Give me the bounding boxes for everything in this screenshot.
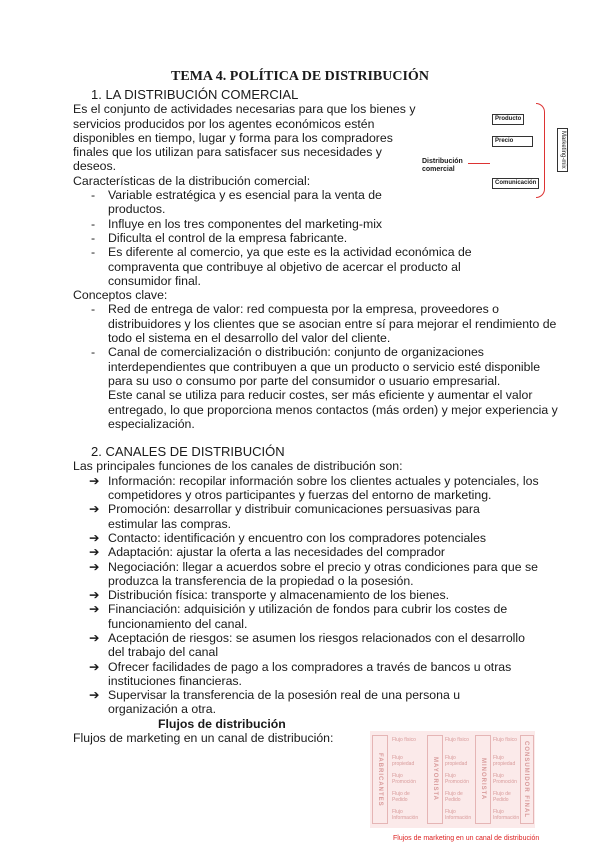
- section-1-heading: 1. LA DISTRIBUCIÓN COMERCIAL: [91, 87, 299, 102]
- marketing-flows-figure: [370, 731, 535, 828]
- flow-label: Flujo Promoción: [445, 773, 469, 785]
- flow-label: Flujo de Pedido: [493, 791, 511, 803]
- flow-label: Flujo físico: [493, 737, 517, 743]
- document-body: [73, 87, 558, 746]
- list-item: ➔ Información: recopilar información sobre los clientes actuales y potenciales, los competidores y otros participantes y fuerzas del entorno de marketing.: [73, 474, 543, 503]
- flow-label: Flujo físico: [445, 737, 469, 743]
- page-title: TEMA 4. POLÍTICA DE DISTRIBUCIÓN: [171, 69, 429, 84]
- list-item: ➔ Ofrecer facilidades de pago a los compradores a través de bancos u otras instituciones financieras.: [73, 660, 553, 689]
- list-item: ➔ Aceptación de riesgos: se asumen los riesgos relacionados con el desarrollo del trabajo del canal: [73, 631, 543, 660]
- list-item: - Es diferente al comercio, ya que este es la actividad económica de compraventa que contribuye al objetivo de acercar el producto al consumidor final.: [73, 245, 513, 288]
- column-mayorista: MAYORISTA: [427, 735, 443, 824]
- flows-intro: Flujos de marketing en un canal de distribución:: [73, 731, 334, 746]
- list-item: - Variable estratégica y es esencial para la venta de productos.: [73, 188, 398, 217]
- characteristics-label: Características de la distribución comercial:: [73, 173, 311, 188]
- precio-box: Precio: [492, 136, 533, 147]
- column-fabricantes: FABRICANTES: [372, 735, 388, 824]
- section-2-heading: 2. CANALES DE DISTRIBUCIÓN: [91, 444, 285, 460]
- distribucion-label: Distribución comercial: [422, 158, 463, 173]
- column-minorista: MINORISTA: [475, 735, 491, 824]
- list-item: ➔ Contacto: identificación y encuentro con los compradores potenciales: [73, 531, 543, 545]
- list-item: - Influye en los tres componentes del marketing-mix: [73, 217, 543, 231]
- flow-label: Flujo propiedad: [445, 755, 468, 767]
- flow-label: Flujo de Pedido: [445, 791, 463, 803]
- column-consumidor: CONSUMIDOR FINAL: [520, 735, 534, 824]
- list-item: ➔ Promoción: desarrollar y distribuir comunicaciones persuasivas para estimular las compras.: [73, 502, 508, 531]
- comunicacion-box: Comunicación: [492, 178, 539, 189]
- list-item: ➔ Supervisar la transferencia de la posesión real de una persona u organización a otra.: [73, 688, 528, 717]
- flow-label: Flujo Información: [392, 809, 419, 821]
- producto-box: Producto: [492, 114, 524, 125]
- list-item: ➔ Adaptación: ajustar la oferta a las necesidades del comprador: [73, 545, 543, 559]
- list-item: ➔ Negociación: llegar a acuerdos sobre el precio y otras condiciones para que se produzca la transferencia de la propiedad o la posesión.: [73, 560, 543, 589]
- flow-label: Flujo físico: [392, 737, 416, 743]
- list-item: ➔ Distribución física: transporte y almacenamiento de los bienes.: [73, 588, 543, 602]
- flow-label: Flujo propiedad: [392, 755, 415, 767]
- flow-label: Flujo Promoción: [392, 773, 416, 785]
- list-item: ➔ Financiación: adquisición y utilización de fondos para cubrir los costes de funcionamiento del canal.: [73, 602, 548, 631]
- section-1-intro: Es el conjunto de actividades necesarias para que los bienes y servicios producidos por los agentes económicos estén disponibles en tiempo, lugar y forma para los compradores finales que los utilizan para satisfacer sus necesidades y deseos.: [73, 102, 416, 174]
- flows-heading: Flujos de distribución: [158, 716, 286, 731]
- concept-note: Este canal se utiliza para reducir costes, ser más eficiente y aumentar el valor entregado, lo que proporciona menos contactos (más orden) y mejor experiencia y especialización.: [108, 388, 558, 431]
- flow-label: Flujo Información: [445, 809, 472, 821]
- list-item: - Red de entrega de valor: red compuesta por la empresa, proveedores o distribuidores y los clientes que se asocian entre sí para mejorar el rendimiento de todo el sistema en el desarrollo del valor del cliente.: [73, 302, 563, 345]
- flow-label: Flujo de Pedido: [392, 791, 410, 803]
- marketing-mix-label: Marketing-mix: [557, 128, 568, 172]
- flow-label: Flujo propiedad: [493, 755, 516, 767]
- flow-label: Flujo Promoción: [493, 773, 517, 785]
- list-item: - Canal de comercialización o distribución: conjunto de organizaciones interdependientes que contribuyen a que un producto o servicio esté disponible para su uso o consumo por parte del consumidor o usuario empresarial.: [73, 345, 548, 388]
- list-item: - Dificulta el control de la empresa fabricante.: [73, 231, 543, 245]
- section-2-intro: Las principales funciones de los canales de distribución son:: [73, 459, 403, 474]
- figure-caption: Flujos de marketing en un canal de distribución: [393, 835, 540, 842]
- concepts-label: Conceptos clave:: [73, 288, 168, 303]
- flow-label: Flujo Información: [493, 809, 520, 821]
